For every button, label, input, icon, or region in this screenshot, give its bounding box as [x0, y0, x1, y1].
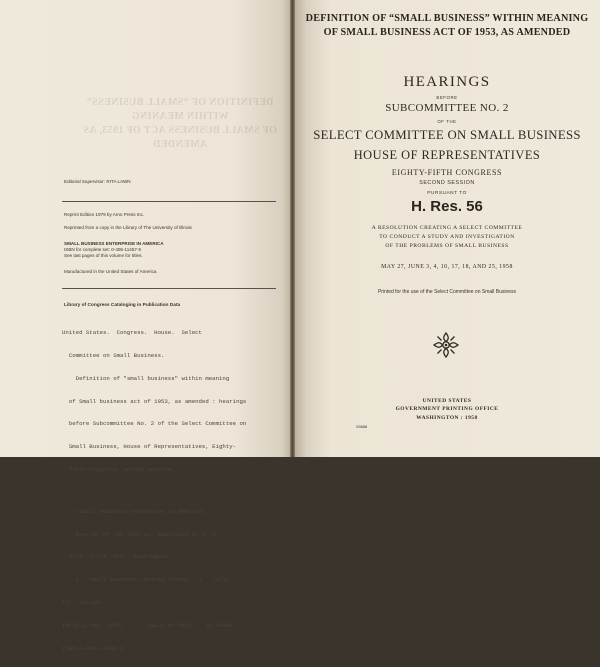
cip-line: Definition of "small business" within meaning: [62, 374, 230, 382]
subcommittee-name: SUBCOMMITTEE NO. 2: [385, 102, 509, 114]
document-title: [294, 12, 600, 40]
publisher-line: GOVERNMENT PRINTING OFFICE: [395, 406, 499, 413]
resolution-line: A RESOLUTION CREATING A SELECT COMMITTEE: [371, 225, 523, 231]
resolution-number: H. Res. 56: [411, 198, 483, 215]
house-name: HOUSE OF REPRESENTATIVES: [353, 148, 541, 162]
resolution-line: TO CONDUCT A STUDY AND INVESTIGATION: [379, 234, 515, 240]
cip-line: [KF26.S.U44 1979] 338.6'42'0973 78-18006: [62, 621, 233, 629]
see-last-pages: See last pages of this volume for titles.: [64, 253, 143, 259]
cip-line: Reprint of the 1959 ed. published by U. S.: [62, 530, 220, 538]
resolution-description: [294, 224, 600, 251]
manufactured-note: Manufactured in the United States of America: [64, 269, 157, 274]
congress-label: EIGHTY-FIFTH CONGRESS: [391, 168, 503, 177]
select-committee-name: SELECT COMMITTEE ON SMALL BUSINESS: [313, 128, 581, 142]
publisher-block: [294, 397, 600, 422]
reprinted-from: Reprinted from a copy in the Library of The University of Illinois: [64, 225, 192, 230]
reprint-edition: Reprint Edition 1979 by Arno Press Inc.: [64, 212, 145, 217]
editorial-supervisor: Editorial Supervisor: RITA LAWN: [64, 179, 131, 184]
hearing-dates: MAY 27, JUNE 3, 4, 10, 17, 18, AND 25, 1958: [381, 264, 513, 270]
cip-line: Small Business, House of Representatives, Eighty-: [62, 443, 237, 451]
divider: [62, 201, 276, 202]
cip-line: fifth Congress, second session.: [62, 465, 175, 473]
cip-line: United States. Congress. House. Select: [62, 329, 202, 337]
cip-line: Committee on Small Business.: [62, 351, 165, 359]
publisher-line: WASHINGTON : 1958: [416, 414, 478, 421]
title-line-2: OF SMALL BUSINESS ACT OF 1953, AS AMENDED: [323, 27, 571, 38]
cip-line: 1. Small business--United States. I. Title.: [62, 576, 233, 584]
cip-line: II. Series.: [62, 598, 103, 606]
series-block: [64, 241, 164, 260]
isbn-complete: ISBN for complete set: 0-405-11457-5: [64, 247, 142, 253]
hearings-heading: HEARINGS: [403, 74, 491, 90]
of-the-label: OF THE: [437, 119, 457, 124]
title-line-1: DEFINITION OF “SMALL BUSINESS” WITHIN MEANING: [305, 13, 589, 24]
show-through-title: DEFINITION OF “SMALL BUSINESS” WITHIN MEANING OF SMALL BUSINESS ACT OF 1953, AS AMENDED: [83, 97, 277, 150]
resolution-line: OF THE PROBLEMS OF SMALL BUSINESS: [385, 243, 509, 249]
cip-line: of Small business act of 1953, as amended : hearings: [62, 397, 247, 405]
publisher-line: UNITED STATES: [422, 398, 472, 404]
cip-line: before Subcommittee No. 2 of the Select Committee on: [62, 420, 247, 428]
printer-ornament-icon: [432, 331, 460, 359]
divider: [62, 288, 276, 289]
cip-heading: Library of Congress Cataloging in Publication Data: [64, 303, 181, 308]
cip-line: (Small business enterprise in America): [62, 507, 206, 515]
cip-line: ISBN 0-405-11488-2: [62, 644, 124, 652]
printed-for-note: Printed for the use of the Select Committee on Small Business: [377, 289, 517, 295]
folio-number: 29688: [356, 424, 368, 429]
cip-record: [62, 314, 282, 667]
cip-line: Govt. Print. Off., Washington.: [62, 553, 172, 561]
pursuant-label: PURSUANT TO: [427, 191, 467, 196]
session-label: SECOND SESSION: [419, 180, 475, 186]
before-label: BEFORE: [436, 95, 458, 100]
series-title: SMALL BUSINESS ENTERPRISE IN AMERICA: [64, 241, 164, 246]
